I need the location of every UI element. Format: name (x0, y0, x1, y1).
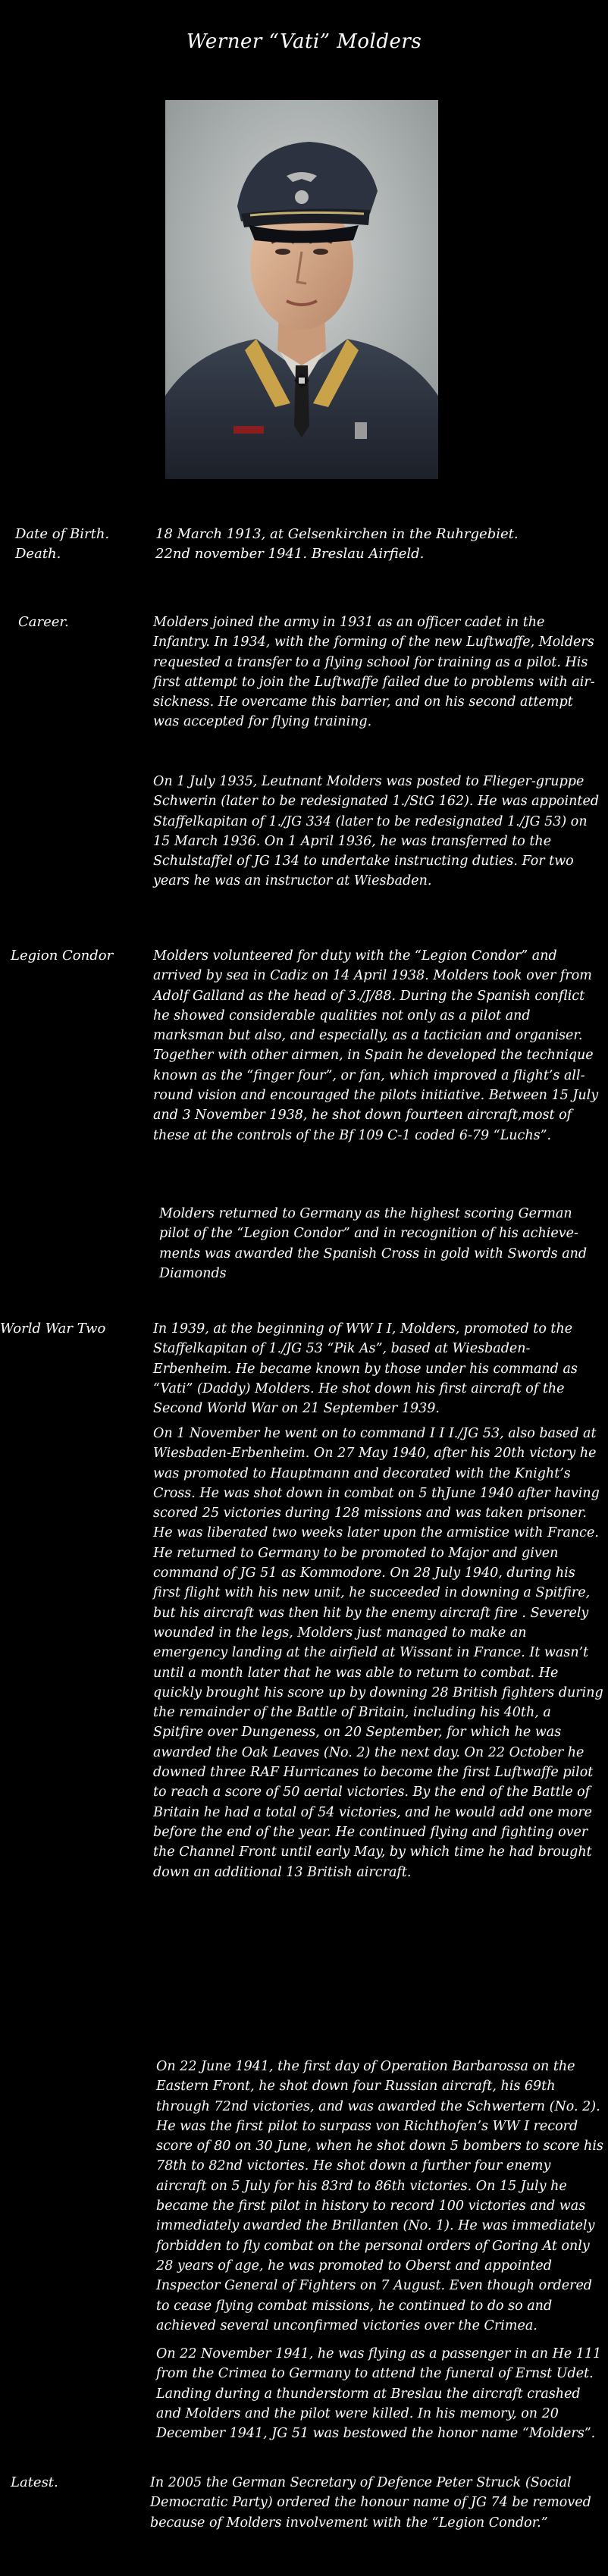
ww2-section-4 (156, 2344, 603, 2443)
career-paragraph-1: Molders joined the army in 1931 as an officer cadet in the Infantry. In 1934, with the forming of the new Luftwaffe, Molders requested a transfer to a flying school for training as a pilot. His first attempt to join the Luftwaffe failed due to problems with air-sickness. He overcame this barrier, and on his second attempt was accepted for flying training. (153, 615, 595, 730)
career-paragraph-2: On 1 July 1935, Leutnant Molders was posted to Flieger-gruppe Schwerin (later to be redesignated 1./StG 162). He was appointed Staffelkapitan of 1./JG 334 (later to be redesignated 1./JG 53) on 15 March 1936. On 1 April 1936, he was transferred to the Schulstaffel of JG 134 to undertake instructing duties. For two years he was an instructor at Wiesbaden. (153, 774, 600, 889)
birth-label: Date of Birth. (15, 526, 110, 542)
ww2-paragraph-1: In 1939, at the beginning of WW I I, Molders, promoted to the Staffelkapitan of 1./JG 53 “Pik As”, based at Wiesbaden-Erbenheim. He became known by those under his command as “Vati” (Daddy) Molders. He shot down his first aircraft of the Second World War on 21 September 1939. (153, 1321, 578, 1417)
latest-section (150, 2473, 602, 2533)
portrait-photo (165, 100, 438, 479)
birth-value: 18 March 1913, at Gelsenkirchen in the Ruhrgebiet. (155, 526, 519, 542)
latest-paragraph: In 2005 the German Secretary of Defence Peter Struck (Social Democratic Party) ordered the honour name of JG 74 be removed because of Molders involvement with the “Legion Condor.” (150, 2475, 591, 2531)
legion-condor-section-2 (159, 1204, 602, 1283)
legion-paragraph-1: Molders volunteered for duty with the “Legion Condor” and arrived by sea in Cadiz on 14 April 1938. Molders took over from Adolf Galland as the head of 3./J/88. During the Spanish conflict he showed considerable qualities not only as a pilot and marksman but also, and especially, as a tactician and organiser. Together with other airmen, in Spain he developed the technique known as the “finger four”, or fan, which improved a flight’s all-round vision and encouraged the pilots initiative. Between 15 July and 3 November 1938, he shot down fourteen aircraft,most of these at the controls of the Bf 109 C-1 coded 6-79 “Luchs”. (153, 948, 599, 1143)
legion-condor-section (153, 946, 602, 1145)
latest-label: Latest. (11, 2474, 58, 2490)
career-label: Career. (18, 614, 69, 630)
death-label: Death. (15, 546, 61, 562)
career-section-2 (153, 772, 600, 892)
ww2-paragraph-4: On 22 November 1941, he was flying as a passenger in an He 111 from the Crimea to Germany to attend the funeral of Ernst Udet. Landing during a thunderstorm at Breslau the aircraft crashed and Molders and the pilot were killed. In his memory, on 20 December 1941, JG 51 was bestowed the honor name “Molders”. (156, 2346, 602, 2442)
ww2-paragraph-2: On 1 November he went on to command I I I./JG 53, also based at Wiesbaden-Erbenheim. On 27 May 1940, after his 20th victory he was promoted to Hauptmann and decorated with the Knight’s Cross. He was shot down in combat on 5 thJune 1940 after having scored 25 victories during 128 missions and was taken prisoner. He was liberated two weeks later upon the armistice with France. He returned to Germany to be promoted to Major and given command of JG 51 as Kommodore. On 28 July 1940, during his first flight with his new unit, he succeeded in downing a Spitfire, but his aircraft was then hit by the enemy aircraft fire . Severely wounded in the legs, Molders just managed to make an emergency landing at the airfield at Wissant in France. It wasn’t until a month later that he was able to return to combat. He quickly brought his score up by downing 28 British fighters during the remainder of the Battle of Britain, including his 40th, a Spitfire over Dungeness, on 20 September, for which he was awarded the Oak Leaves (No. 2) the next day. On 22 October he downed three RAF Hurricanes to become the first Luftwaffe pilot to reach a score of 50 aerial victories. By the end of the Battle of Britain he had a total of 54 victories, and he would add one more before the end of the year. He continued flying and fighting over the Channel Front until early May, by which time he had brought down an additional 13 British aircraft. (153, 1426, 603, 1880)
ww2-section (153, 1319, 603, 1418)
ww2-label: World War Two (0, 1321, 106, 1337)
ww2-paragraph-3: On 22 June 1941, the first day of Operation Barbarossa on the Eastern Front, he shot down four Russian aircraft, his 69th through 72nd victories, and was awarded the Schwertern (No. 2). He was the first pilot to surpass von Richthofen’s WW I record score of 80 on 30 June, when he shot down 5 bombers to score his 78th to 82nd victories. He shot down a further four enemy aircraft on 5 July for his 83rd to 86th victories. On 15 July he became the first pilot in history to record 100 victories and was immediately awarded the Brillanten (No. 1). He was immediately forbidden to fly combat on the personal orders of Goring At only 28 years of age, he was promoted to Oberst and appointed Inspector General of Fighters on 7 August. Even though ordered to cease flying combat missions, he continued to do so and achieved several unconfirmed victories over the Crimea. (156, 2059, 603, 2333)
death-value: 22nd november 1941. Breslau Airfield. (155, 546, 425, 562)
ww2-section-3 (156, 2057, 603, 2336)
legion-paragraph-2: Molders returned to Germany as the highest scoring German pilot of the “Legion Condor” and in recognition of his achieve-ments was awarded the Spanish Cross in gold with Swords and Diamonds (159, 1206, 588, 1281)
career-section (153, 613, 602, 732)
ww2-section-2 (153, 1424, 603, 1882)
legion-condor-label: Legion Condor (11, 948, 114, 964)
page-title: Werner “Vati” Molders (186, 30, 422, 53)
